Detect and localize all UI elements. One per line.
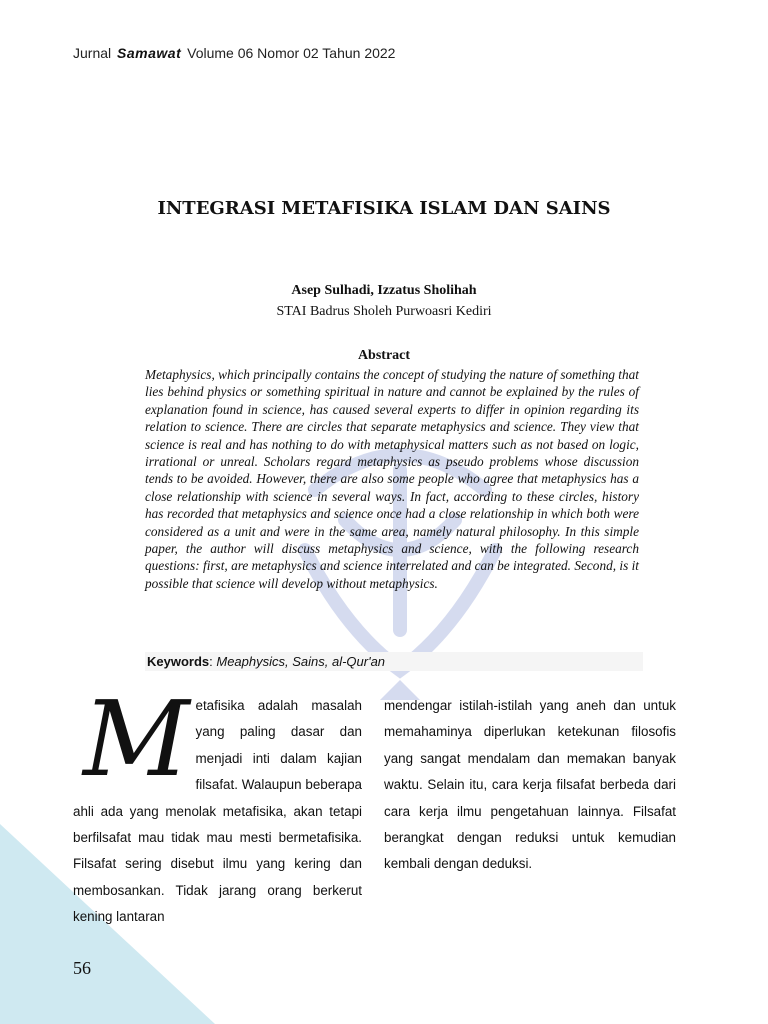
page-number: 56 [73, 958, 91, 978]
body-right-column: mendengar istilah-istilah yang aneh dan untuk memahaminya diperlukan ketekunan filosofis yang sangat mendalam dan memakan banyak waktu. Selain itu, cara kerja filsafat berbeda dari cara kerja ilmu pengetahuan lainnya. Filsafat berangkat dengan reduksi untuk kemudian kembali dengan deduksi. [384, 698, 676, 872]
abstract-text: Metaphysics, which principally contains the concept of studying the nature of something that lies behind physics or something spiritual in nature and cannot be explained by the rules of explanation found in science, has caused several experts to differ in opinion regarding its relation to science. There are circles that separate metaphysics and science. They view that science is real and has nothing to do with metaphysical matters such as not based on logic, irrational or unreal. Scholars regard metaphysics as pseudo problems whose discussion tends to be avoided. However, there are also some people who agree that metaphysics has a close relationship with science in several ways. In fact, according to these circles, history has recorded that metaphysics and science once had a close relationship in which both were considered as a unit and were in the same area, namely natural philosophy. In this simple paper, the author will discuss metaphysics and science, with the following research questions: first, are metaphysics and science interrelated and can be integrated. Second, is it possible that science will develop without metaphysics. [145, 367, 639, 591]
article-authors: Asep Sulhadi, Izzatus Sholihah [291, 283, 477, 298]
header-prefix: Jurnal [73, 45, 112, 61]
journal-header [73, 45, 395, 61]
keywords-label: Keywords [147, 654, 210, 669]
article-affiliation: STAI Badrus Sholeh Purwoasri Kediri [276, 304, 492, 319]
keywords-separator: : [209, 654, 217, 669]
drop-cap: M [83, 678, 190, 800]
keywords-line [145, 652, 643, 671]
body-left-column [73, 678, 362, 931]
abstract-heading: Abstract [357, 348, 411, 363]
left-column-text: etafisika adalah masalah yang paling dasar dan menjadi inti dalam kajian filsafat. Walaupun beberapa ahli ada yang menolak metafisika, akan tetapi berfilsafat mau tidak mau mesti bermetafisika. Filsafat sering disebut ilmu yang kering dan membosankan. Tidak jarang orang berkerut kening lantaran [73, 698, 362, 925]
keywords-value: Meaphysics, Sains, al-Qur'an [216, 654, 386, 669]
journal-logo: Samawat [117, 45, 182, 61]
header-issue: Volume 06 Nomor 02 Tahun 2022 [187, 45, 396, 61]
article-title: INTEGRASI METAFISIKA ISLAM DAN SAINS [157, 198, 611, 219]
